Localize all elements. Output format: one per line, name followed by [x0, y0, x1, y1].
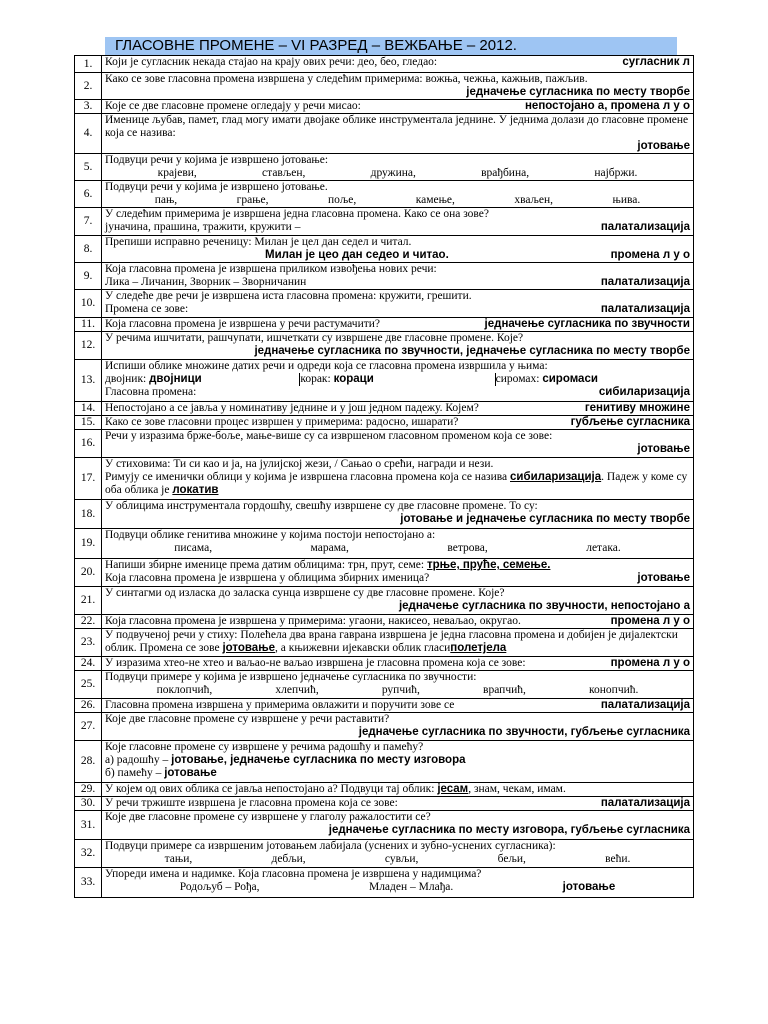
- question-cell: [102, 263, 694, 290]
- question-text-2: Римују се именички облици у којима је извршена гласовна промена која се назива: [105, 471, 508, 483]
- word-option: конопчић.: [589, 684, 639, 696]
- answer: генитиву множине: [584, 402, 690, 414]
- question-text: Подвуци облике генитива множине у којима постоји непостојано а:: [105, 529, 436, 541]
- question-text: Које се две гласовне промене огледају у речи мисао:: [105, 100, 361, 112]
- word-base: сиромах:: [495, 373, 540, 385]
- question-text: Која гласовна промена је извршена у речи растумачити?: [105, 318, 381, 330]
- answer-extra: трње, пруће, семење.: [426, 559, 551, 571]
- word-option: Родољуб – Рођа,: [179, 881, 260, 893]
- question-line: [105, 318, 690, 331]
- word-option: летака.: [586, 542, 621, 554]
- answer: јотовање: [637, 443, 690, 455]
- question-cell: [102, 181, 694, 208]
- sub-label: б) памећу –: [105, 767, 162, 779]
- question-text: Које две гласовне промене су извршене у глаголу ражалостити се?: [105, 811, 431, 823]
- word-option: пањ,: [154, 194, 178, 206]
- question-line: [105, 699, 690, 712]
- table-row: [75, 416, 694, 430]
- question-line: [105, 332, 690, 345]
- word-list: [105, 542, 690, 555]
- word-option: тањи,: [164, 853, 193, 865]
- question-text: Гласовна промена извршена у примерима овлажити и поручити зове се: [105, 699, 455, 711]
- question-line: [105, 840, 690, 853]
- question-cell: [102, 657, 694, 671]
- question-cell: [102, 587, 694, 615]
- answer: сибиларизација: [510, 471, 602, 483]
- answer-line: [105, 140, 690, 153]
- answer-line: [105, 303, 690, 316]
- question-line: [105, 500, 690, 513]
- word-base: корак:: [300, 373, 331, 385]
- question-cell: [102, 713, 694, 741]
- question-line: [105, 236, 690, 249]
- question-text-2: јуначина, прашина, тражити, кружити –: [105, 221, 301, 233]
- word-list: [105, 853, 690, 866]
- word-option: марама,: [310, 542, 349, 554]
- question-cell: [102, 458, 694, 500]
- plural-pair: [496, 373, 690, 386]
- answer-line: [105, 513, 690, 526]
- answer-line: [105, 221, 690, 234]
- question-text: У следећим примерима је извршена једна гласовна промена. Како се она зове?: [105, 208, 489, 220]
- answer: промена л у о: [610, 657, 690, 669]
- word-list: [105, 684, 690, 697]
- plural-answer: кораци: [333, 373, 374, 385]
- question-cell: [102, 318, 694, 332]
- question-number: 17.: [75, 458, 102, 500]
- table-row: [75, 840, 694, 868]
- sub-label: а) радошћу –: [105, 754, 169, 766]
- word-option: стављен,: [262, 167, 306, 179]
- question-text-3: , знам, чекам, имам.: [468, 783, 566, 795]
- answer: једначење сугласника по звучности, непостојано а: [398, 600, 690, 612]
- question-number: 23.: [75, 629, 102, 657]
- question-text: Који је сугласник некада стајао на крају ових речи: део, бео, гледао:: [105, 56, 438, 68]
- question-cell: [102, 208, 694, 236]
- question-cell: [102, 699, 694, 713]
- question-text: Како се зове гласовна промена извршена у следећим примерима: вожња, чежња, кажњив, пажљив.: [105, 73, 588, 85]
- word-base: двојник:: [105, 373, 147, 385]
- word-option: грање,: [236, 194, 269, 206]
- word-option: дружина,: [370, 167, 416, 179]
- answer-line: [105, 345, 690, 358]
- question-number: 18.: [75, 500, 102, 529]
- question-number: 30.: [75, 797, 102, 811]
- word-list: [105, 881, 690, 894]
- question-text: Испиши облике множине датих речи и одреди која се гласовна промена извршила у њима:: [105, 360, 548, 372]
- question-line: [105, 797, 690, 810]
- answer-line: [105, 754, 690, 767]
- question-cell: [102, 430, 694, 458]
- question-text: Подвуци примере са извршеним јотовањем лабијала (уснених и зубно-уснених сугласника):: [105, 840, 556, 852]
- question-text: У речи тржиште извршена је гласовна промена која се зове:: [105, 797, 398, 809]
- question-cell: [102, 783, 694, 797]
- table-row: [75, 629, 694, 657]
- question-cell: [102, 615, 694, 629]
- table-row: [75, 783, 694, 797]
- word-option: врађбина,: [481, 167, 530, 179]
- question-line: [105, 529, 690, 542]
- answer-line: [105, 443, 690, 456]
- table-row: [75, 699, 694, 713]
- answer-2: јотовање: [637, 572, 690, 584]
- answer: јесам: [437, 783, 469, 795]
- question-line: [105, 657, 690, 670]
- table-row: [75, 671, 694, 699]
- answer: палатализација: [600, 276, 690, 288]
- question-line: [105, 154, 690, 167]
- word-option: врапчић,: [483, 684, 526, 696]
- answer: јотовање: [222, 642, 276, 654]
- question-line: [105, 811, 690, 824]
- question-cell: [102, 114, 694, 154]
- table-row: [75, 529, 694, 559]
- word-option: већи.: [605, 853, 631, 865]
- question-number: 20.: [75, 559, 102, 587]
- table-row: [75, 868, 694, 898]
- question-line: [105, 629, 690, 655]
- question-number: 27.: [75, 713, 102, 741]
- question-cell: [102, 840, 694, 868]
- question-text: Упореди имена и надимке. Која гласовна промена је извршена у надимцима?: [105, 868, 482, 880]
- question-text-3: . Падеж у коме су оба облика је: [105, 471, 688, 496]
- answer-line: [105, 86, 690, 99]
- question-cell: [102, 797, 694, 811]
- question-text: У облицима инструментала гордошћу, свешћу извршене су две гласовне промене. То су:: [105, 500, 538, 512]
- question-text: Како се зове гласовни процес извршен у примерима: радосно, ишарати?: [105, 416, 459, 428]
- table-row: [75, 458, 694, 500]
- word-option: Младен – Млађа.: [368, 881, 454, 893]
- word-option: дебљи,: [271, 853, 306, 865]
- question-cell: [102, 360, 694, 402]
- answer: јотовање: [637, 140, 690, 152]
- table-row: [75, 56, 694, 73]
- answer-line: [105, 249, 690, 262]
- answer-sentence: Милан је цео дан седео и читао.: [265, 249, 449, 261]
- question-text: Подвуци речи у којима је извршено јотовање:: [105, 154, 329, 166]
- table-row: [75, 263, 694, 290]
- question-number: 1.: [75, 56, 102, 73]
- table-row: [75, 741, 694, 783]
- question-cell: [102, 629, 694, 657]
- table-row: [75, 797, 694, 811]
- question-number: 21.: [75, 587, 102, 615]
- answer-line: [105, 726, 690, 739]
- question-text: У речима ишчитати, рашчупати, ишчеткати су извршене две гласовне промене. Које?: [105, 332, 524, 344]
- plural-forms: [105, 373, 690, 386]
- exercise-table-body: [75, 56, 694, 898]
- question-number: 32.: [75, 840, 102, 868]
- table-row: [75, 236, 694, 263]
- question-number: 19.: [75, 529, 102, 559]
- word-list: [105, 194, 690, 207]
- question-text: Подвуци примере у којима је извршено једначење сугласника по звучности:: [105, 671, 477, 683]
- question-number: 4.: [75, 114, 102, 154]
- question-text-2: Гласовна промена:: [105, 386, 197, 398]
- question-number: 2.: [75, 73, 102, 100]
- question-number: 33.: [75, 868, 102, 898]
- plural-pair: [105, 373, 300, 386]
- question-text: У којем од ових облика се јавља непостојано а? Подвуци тај облик:: [105, 783, 435, 795]
- word-option: рупчић,: [381, 684, 420, 696]
- question-line: [105, 114, 690, 140]
- answer-line: [105, 276, 690, 289]
- question-number: 26.: [75, 699, 102, 713]
- question-text: Напиши збирне именице према датим облицима: трн, прут, семе:: [105, 559, 425, 571]
- question-cell: [102, 73, 694, 100]
- answer-line: [105, 572, 690, 585]
- question-text-2: Лика – Личанин, Зворник – Зворничанин: [105, 276, 307, 288]
- answer: палатализација: [600, 221, 690, 233]
- question-text: Која гласовна промена је извршена приликом извођења нових речи:: [105, 263, 437, 275]
- question-number: 31.: [75, 811, 102, 840]
- answer-line: [105, 600, 690, 613]
- question-text: У синтагми од изласка до заласка сунца извршене су две гласовне промене. Које?: [105, 587, 505, 599]
- question-text: У следеће две речи је извршена иста гласовна промена: кружити, грешити.: [105, 290, 472, 302]
- question-number: 5.: [75, 154, 102, 181]
- answer-2: полетјела: [450, 642, 507, 654]
- answer: једначење сугласника по месту изговора, губљење сугласника: [328, 824, 690, 836]
- question-line: [105, 208, 690, 221]
- word-option: најбржи.: [594, 167, 638, 179]
- answer: непостојано а, промена л у о: [524, 100, 690, 112]
- question-cell: [102, 236, 694, 263]
- table-row: [75, 500, 694, 529]
- table-row: [75, 811, 694, 840]
- question-text-3: , а књижевни ијекавски облик гласи: [275, 642, 451, 654]
- answer: промена л у о: [610, 249, 690, 261]
- table-row: [75, 181, 694, 208]
- answer-2: јотовање: [164, 767, 217, 779]
- question-number: 10.: [75, 290, 102, 318]
- question-cell: [102, 56, 694, 73]
- question-text: Именице љубав, памет, глад могу имати двојаке облике инструментала једнине. У једнима долази до гласовне промене која се назива:: [105, 114, 689, 139]
- question-number: 29.: [75, 783, 102, 797]
- question-line: [105, 868, 690, 881]
- question-number: 8.: [75, 236, 102, 263]
- table-row: [75, 713, 694, 741]
- word-option: бељи,: [497, 853, 526, 865]
- answer: јотовање и једначење сугласника по месту творбе: [400, 513, 690, 525]
- question-number: 24.: [75, 657, 102, 671]
- table-row: [75, 154, 694, 181]
- table-row: [75, 114, 694, 154]
- question-cell: [102, 741, 694, 783]
- question-cell: [102, 671, 694, 699]
- question-number: 25.: [75, 671, 102, 699]
- question-cell: [102, 154, 694, 181]
- question-line: [105, 559, 690, 572]
- answer: сибиларизација: [598, 386, 690, 398]
- plural-answer: сиромаси: [542, 373, 598, 385]
- table-row: [75, 332, 694, 360]
- word-option: сувљи,: [384, 853, 419, 865]
- question-cell: [102, 402, 694, 416]
- table-row: [75, 360, 694, 402]
- question-line: [105, 181, 690, 194]
- question-cell: [102, 868, 694, 898]
- table-row: [75, 657, 694, 671]
- answer: промена л у о: [610, 615, 690, 627]
- answer: палатализација: [600, 303, 690, 315]
- question-number: 7.: [75, 208, 102, 236]
- word-option: поклопчић,: [156, 684, 213, 696]
- question-line: [105, 73, 690, 86]
- question-line: [105, 671, 690, 684]
- table-row: [75, 318, 694, 332]
- word-list: [105, 167, 690, 180]
- question-line: [105, 290, 690, 303]
- question-number: 6.: [75, 181, 102, 208]
- question-number: 12.: [75, 332, 102, 360]
- question-number: 9.: [75, 263, 102, 290]
- question-number: 15.: [75, 416, 102, 430]
- answer-2: локатив: [172, 484, 219, 496]
- question-cell: [102, 811, 694, 840]
- answer: једначење сугласника по звучности, једначење сугласника по месту творбе: [254, 345, 690, 357]
- question-line: [105, 56, 690, 69]
- table-row: [75, 208, 694, 236]
- answer-line: [105, 471, 690, 497]
- question-text: Које гласовне промене су извршене у речима радошћу и памећу?: [105, 741, 424, 753]
- table-row: [75, 290, 694, 318]
- exercise-table: [74, 55, 694, 898]
- word-option: хваљен,: [514, 194, 554, 206]
- answer: јотовање: [562, 881, 616, 893]
- table-row: [75, 559, 694, 587]
- question-text: Непостојано а се јавља у номинативу једнине и у још једном падежу. Којем?: [105, 402, 479, 414]
- question-text: Подвуци речи у којима је извршено јотовање.: [105, 181, 328, 193]
- plural-pair: [300, 373, 495, 386]
- question-line: [105, 783, 690, 796]
- question-number: 16.: [75, 430, 102, 458]
- question-cell: [102, 500, 694, 529]
- question-text: Која гласовна промена је извршена у примерима: угаони, накисео, неваљао, округао.: [105, 615, 521, 627]
- word-option: поље,: [328, 194, 357, 206]
- word-option: ветрова,: [447, 542, 488, 554]
- table-row: [75, 587, 694, 615]
- question-line: [105, 741, 690, 754]
- question-line: [105, 430, 690, 443]
- question-number: 13.: [75, 360, 102, 402]
- question-number: 14.: [75, 402, 102, 416]
- question-text: У стиховима: Ти си као и ја, на јулијској жези, / Сањао о срећи, награди и нези.: [105, 458, 494, 470]
- answer-line: [105, 767, 690, 780]
- question-text: Које две гласовне промене су извршене у речи раставити?: [105, 713, 390, 725]
- question-text-2: Промена се зове:: [105, 303, 189, 315]
- question-number: 3.: [75, 100, 102, 114]
- table-row: [75, 402, 694, 416]
- question-line: [105, 416, 690, 429]
- question-line: [105, 615, 690, 628]
- table-row: [75, 615, 694, 629]
- question-number: 22.: [75, 615, 102, 629]
- word-option: хлепчић,: [275, 684, 319, 696]
- table-row: [75, 73, 694, 100]
- question-line: [105, 402, 690, 415]
- question-line: [105, 587, 690, 600]
- question-cell: [102, 290, 694, 318]
- question-line: [105, 100, 690, 113]
- word-option: њива.: [612, 194, 641, 206]
- page-title: ГЛАСОВНЕ ПРОМЕНЕ – VI РАЗРЕД – ВЕЖБАЊЕ – 2012.: [105, 37, 677, 55]
- question-line: [105, 458, 690, 471]
- answer-line: [105, 824, 690, 837]
- question-line: [105, 713, 690, 726]
- question-text: У подвученој речи у стиху: Полећела два врана гаврана извршена је једна гласовна промена и добијен је дијалектски облик. Промена се зове: [105, 629, 678, 654]
- table-row: [75, 100, 694, 114]
- question-cell: [102, 100, 694, 114]
- question-line: [105, 263, 690, 276]
- question-cell: [102, 529, 694, 559]
- question-line: [105, 360, 690, 373]
- answer: палатализација: [600, 699, 690, 711]
- answer: једначење сугласника по месту творбе: [466, 86, 690, 98]
- question-text: У изразима хтео-не хтео и ваљао-не ваљао извршена је гласовна промена која се зове:: [105, 657, 526, 669]
- word-option: камење,: [415, 194, 455, 206]
- answer-line: [105, 386, 690, 399]
- answer: јотовање, једначење сугласника по месту изговора: [171, 754, 466, 766]
- question-number: 11.: [75, 318, 102, 332]
- answer: сугласник л: [622, 56, 690, 68]
- question-text: Препиши исправно реченицу: Милан је цел дан седел и читал.: [105, 236, 412, 248]
- question-cell: [102, 332, 694, 360]
- answer: губљење сугласника: [570, 416, 690, 428]
- question-cell: [102, 559, 694, 587]
- answer: једначење сугласника по звучности, губљење сугласника: [358, 726, 690, 738]
- table-row: [75, 430, 694, 458]
- plural-answer: двојници: [149, 373, 202, 385]
- question-number: 28.: [75, 741, 102, 783]
- question-cell: [102, 416, 694, 430]
- question-text: Речи у изразима брже-боље, мање-више су са извршеном гласовном променом која се зове:: [105, 430, 553, 442]
- answer: палатализација: [600, 797, 690, 809]
- answer: једначење сугласника по звучности: [484, 318, 690, 330]
- word-option: крајеви,: [157, 167, 197, 179]
- question-text-2: Која гласовна промена је извршена у облицима збирних именица?: [105, 572, 430, 584]
- word-option: писама,: [174, 542, 213, 554]
